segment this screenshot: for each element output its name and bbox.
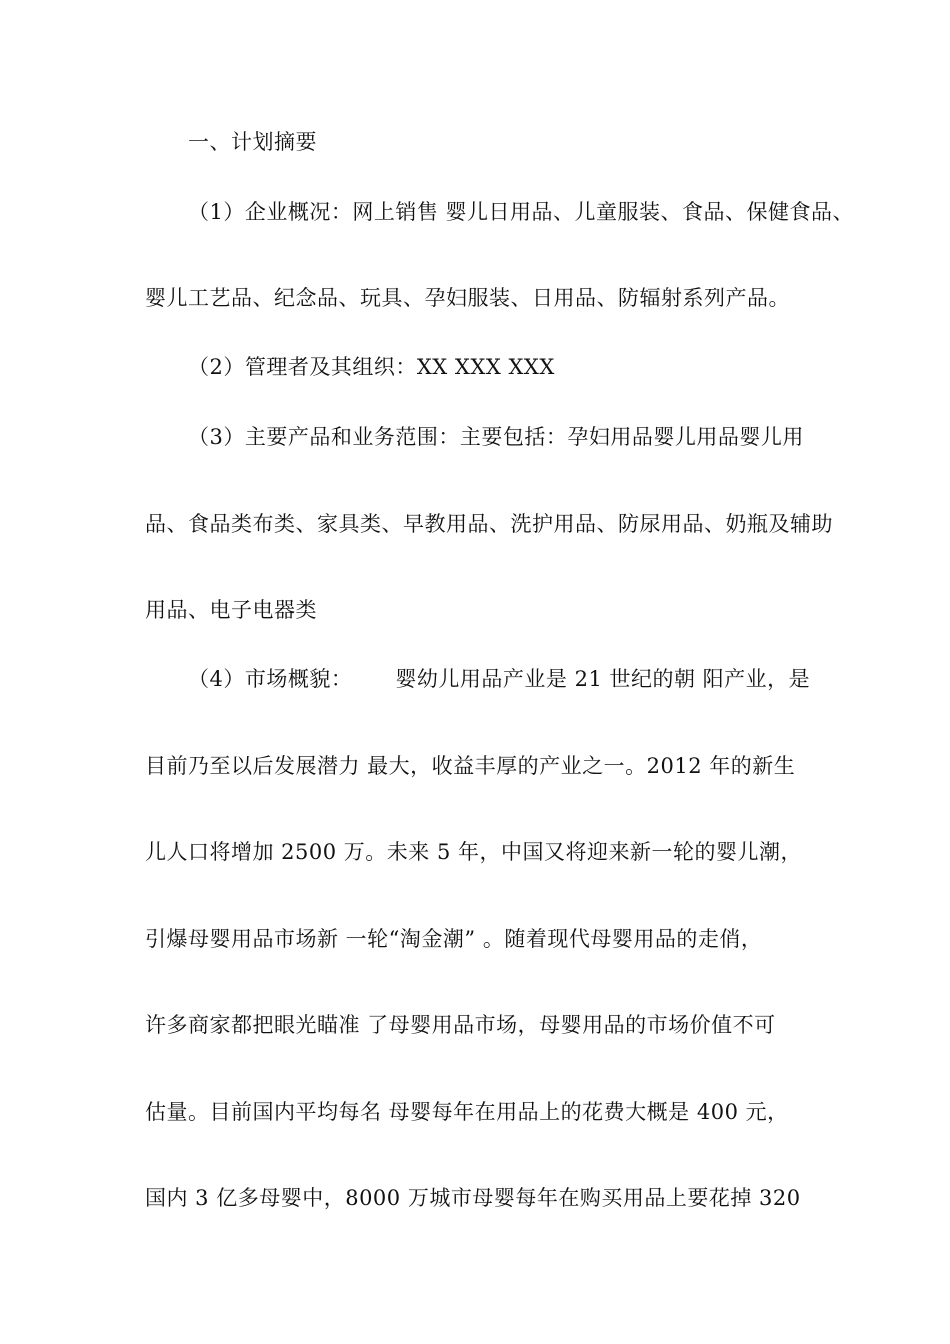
paragraph-line-2: 婴儿工艺品、纪念品、玩具、孕妇服装、日用品、防辐射系列产品。 (145, 286, 790, 310)
paragraph-line-7: （4）市场概貌： 婴幼儿用品产业是 21 世纪的朝 阳产业，是 (188, 667, 811, 691)
paragraph-line-11: 许多商家都把眼光瞄准 了母婴用品市场，母婴用品的市场价值不可 (145, 1013, 776, 1037)
paragraph-line-4: （3）主要产品和业务范围：主要包括：孕妇用品婴儿用品婴儿用 (188, 425, 804, 449)
paragraph-line-13: 国内 3 亿多母婴中，8000 万城市母婴每年在购买用品上要花掉 320 (145, 1186, 801, 1210)
paragraph-line-6: 用品、电子电器类 (145, 598, 317, 622)
paragraph-line-8: 目前乃至以后发展潜力 最大，收益丰厚的产业之一。2012 年的新生 (145, 754, 796, 778)
paragraph-line-5: 品、食品类布类、家具类、早教用品、洗护用品、防尿用品、奶瓶及辅助 (145, 512, 833, 536)
section-heading: 一、计划摘要 (188, 130, 317, 154)
paragraph-line-12: 估量。目前国内平均每名 母婴每年在用品上的花费大概是 400 元， (145, 1100, 789, 1124)
paragraph-line-1: （1）企业概况：网上销售 婴儿日用品、儿童服装、食品、保健食品、 (188, 200, 855, 224)
paragraph-line-9: 儿人口将增加 2500 万。未来 5 年，中国又将迎来新一轮的婴儿潮， (145, 840, 803, 864)
paragraph-line-3: （2）管理者及其组织：XX XXX XXX (188, 355, 555, 379)
paragraph-line-10: 引爆母婴用品市场新 一轮“淘金潮” 。随着现代母婴用品的走俏， (145, 927, 763, 951)
